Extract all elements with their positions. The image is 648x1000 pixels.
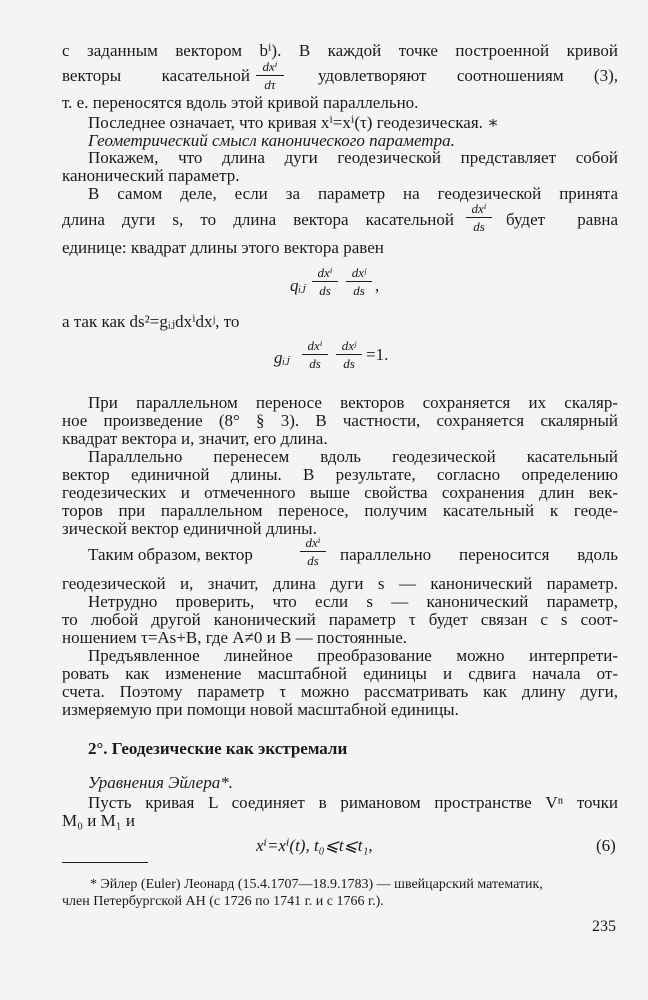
text-line: Таким образом, вектор — [88, 545, 253, 564]
page-number: 235 — [592, 918, 616, 935]
text-line: а так как ds²=gᵢⱼdxⁱdxʲ, то — [62, 312, 240, 331]
text-line: вектор единичной длины. В результате, согласно определению — [62, 465, 618, 484]
fraction-dxi-ds: dxⁱ ds — [300, 535, 326, 568]
text-line: торов при параллельном переносе, получим касательный к геоде- — [62, 501, 618, 520]
fraction-dxj-ds: dxʲ ds — [346, 265, 372, 298]
text-line: M₀ и M₁ и — [62, 811, 136, 830]
text-line: единице: квадрат длины этого вектора равен — [62, 238, 384, 257]
text-line: квадрат вектора и, значит, его длина. — [62, 429, 328, 448]
formula-q-ij: qᵢⱼ — [290, 276, 306, 295]
equation-number: (6) — [596, 836, 616, 855]
text-line: Покажем, что длина дуги геодезической представляет собой — [88, 148, 618, 167]
text-line: В самом деле, если за параметр на геодезической принята — [88, 184, 618, 203]
text-line: ное произведение (8° § 3). В частности, сохраняется скалярный — [62, 411, 618, 430]
text-line: Последнее означает, что кривая xⁱ=xⁱ(τ) геодезическая. ∗ — [88, 113, 499, 132]
text-line: Параллельно перенесем вдоль геодезической касательный — [88, 447, 618, 466]
text-line: ношением τ=As+B, где A≠0 и B — постоянные. — [62, 628, 408, 647]
text-line: При параллельном переносе векторов сохраняется их скаляр- — [88, 393, 618, 412]
fraction-dxi-dtau: dxⁱ dτ — [256, 59, 284, 92]
text-line: Пусть кривая L соединяет в римановом пространстве Vⁿ точки — [88, 793, 618, 812]
formula-comma: , — [375, 276, 380, 295]
text-line: измеряемую при помощи новой масштабной единицы. — [62, 700, 459, 719]
text-line: векторы касательной — [62, 66, 250, 85]
text-line: геодезических и отмеченного выше свойства сохранения длин век- — [62, 483, 618, 502]
text-line: будет равна — [506, 210, 618, 229]
text-line: зической вектор единичной длины. — [62, 519, 317, 538]
text-line: Предъявленное линейное преобразование можно интерпрети- — [88, 646, 618, 665]
fraction-dxj-ds: dxʲ ds — [336, 338, 362, 371]
fraction-dxi-ds: dxⁱ ds — [302, 338, 328, 371]
text-line: счета. Поэтому параметр τ можно рассматривать как длину дуги, — [62, 682, 618, 701]
formula-equals-one: =1. — [366, 345, 389, 364]
text-line: длина дуги s, то длина вектора касательной — [62, 210, 454, 229]
text-line: канонический параметр. — [62, 166, 240, 185]
text-line: ровать как изменение масштабной единицы и сдвига начала от- — [62, 664, 618, 683]
text-line: т. е. переносятся вдоль этой кривой параллельно. — [62, 93, 419, 112]
text-line: геодезической и, значит, длина дуги s — канонический параметр. — [62, 574, 618, 593]
fraction-dxi-ds: dxⁱ ds — [312, 265, 338, 298]
equation-6: xⁱ=xⁱ(t), t₀⩽t⩽t₁, — [256, 836, 373, 855]
italic-subheading: Уравнения Эйлера*. — [88, 773, 233, 792]
fraction-dxi-ds: dxⁱ ds — [466, 201, 492, 234]
footnote-line: * Эйлер (Euler) Леонард (15.4.1707—18.9.1783) — швейцарский математик, — [90, 877, 543, 892]
footnote-line: член Петербургской АН (с 1726 по 1741 г. и с 1766 г.). — [62, 894, 384, 909]
text-line: параллельно переносится вдоль — [340, 545, 618, 564]
footnote-rule — [62, 862, 148, 863]
text-line: с заданным вектором bⁱ). В каждой точке построенной кривой — [62, 41, 618, 60]
italic-subheading: Геометрический смысл канонического параметра. — [88, 131, 455, 150]
formula-g-ij: gᵢⱼ — [274, 348, 290, 367]
text-line: Нетрудно проверить, что если s — канонический параметр, — [88, 592, 618, 611]
section-heading: 2°. Геодезические как экстремали — [88, 739, 348, 758]
text-line: то любой другой канонический параметр τ будет связан с s соот- — [62, 610, 618, 629]
text-line: удовлетворяют соотношениям (3), — [318, 66, 618, 85]
